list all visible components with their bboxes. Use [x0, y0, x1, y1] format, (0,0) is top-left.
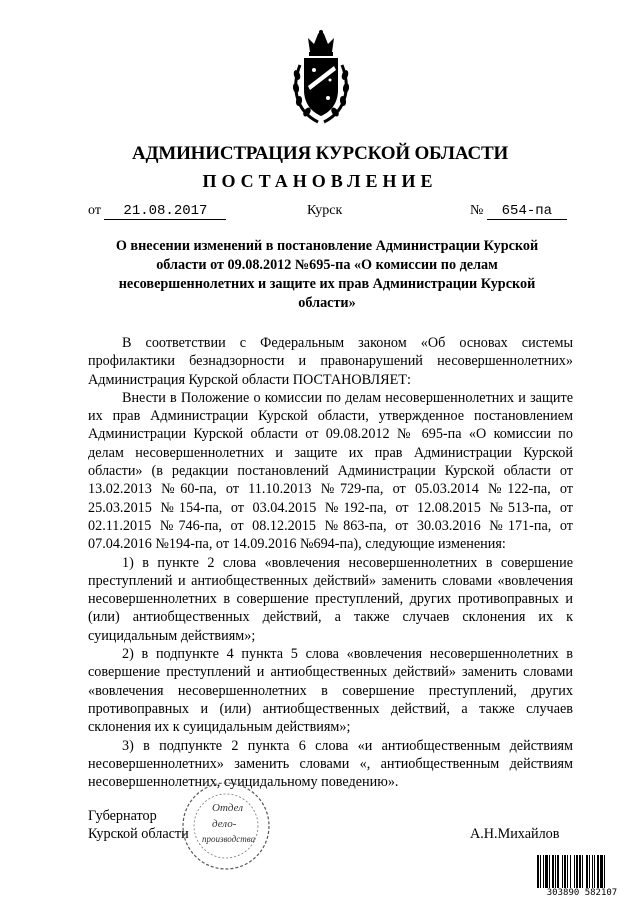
body-paragraph: 2) в подпункте 4 пункта 5 слова «вовлечения несовершеннолетних в совершение преступлений и антиобщественных действий» заменить словами «вовлечения несовершеннолетних в совершение преступлений, других противоправных и (или) антиобщественных действий, а также случаев склонения их к суицидальным действиям»;	[88, 646, 573, 736]
document-body	[88, 334, 573, 791]
body-paragraph: 3) в подпункте 2 пункта 6 слова «и антиобщественным действиям несовершеннолетних» заменить словами «, антиобщественным действиям несовершеннолетних, суицидальному поведению».	[88, 737, 573, 791]
date-prefix: от	[88, 203, 101, 218]
subject-line: несовершеннолетних и защите их прав Администрации Курской	[118, 276, 536, 292]
barcode	[536, 855, 628, 900]
document-type: ПОСТАНОВЛЕНИЕ	[202, 171, 438, 191]
office-stamp	[180, 780, 272, 872]
signatory-name: А.Н.Михайлов	[470, 826, 560, 842]
subject-line: области от 09.08.2012 №695-па «О комиссии по делам	[156, 257, 498, 273]
barcode-bars-icon	[536, 855, 628, 889]
subject-line: области»	[298, 295, 356, 311]
subject-line: О внесении изменений в постановление Администрации Курской	[115, 238, 539, 254]
organization-title: АДМИНИСТРАЦИЯ КУРСКОЙ ОБЛАСТИ	[131, 143, 509, 164]
barcode-number: 303890 582107	[536, 888, 628, 899]
body-paragraph: В соответствии с Федеральным законом «Об основах системы профилактики безнадзорности и правонарушений несовершеннолетних» Администрация Курской области ПОСТАНОВЛЯЕТ:	[88, 335, 573, 388]
signatory-title	[88, 807, 189, 844]
document-number	[470, 203, 567, 220]
signatory-title-line: Курской области	[88, 826, 189, 843]
number-prefix: №	[470, 203, 484, 218]
stamp-line: дело-	[212, 818, 237, 830]
coat-of-arms-emblem	[290, 30, 352, 125]
document-subject	[92, 237, 562, 313]
signatory-title-line: Губернатор	[88, 808, 157, 824]
stamp-line: производства	[202, 834, 256, 844]
date-value: 21.08.2017	[104, 204, 226, 220]
number-value: 654-па	[487, 204, 567, 220]
body-paragraph: 1) в пункте 2 слова «вовлечения несовершеннолетних в совершение преступлений и антиобщественных действий» заменить словами «вовлечения несовершеннолетних в совершение преступлений, других противоправных и (или) антиобщественных действий, а также случаев склонения их к суицидальным действиям»;	[88, 554, 573, 644]
document-city: Курск	[307, 203, 343, 218]
document-date	[88, 203, 226, 220]
stamp-line: Отдел	[212, 802, 243, 814]
body-paragraph: Внести в Положение о комиссии по делам несовершеннолетних и защите их прав Администрации Курской области, утвержденное постановлением Администрации Курской области от 09.08.2012 № 695-па «О комиссии по делам несовершеннолетних и защите их прав Администрации Курской области» (в редакции постановлений Администрации Курской области от 13.02.2013 №60-па, от 11.10.2013 №729-па, от 05.03.2014 №122-па, от 25.03.2015 №154-па, от 03.04.2015 №192-па, от 12.08.2015 №513-па, от 02.11.2015 №746-па, от 08.12.2015 №863-па, от 30.03.2016 №171-па, от 07.04.2016 №194-па, от 14.09.2016 №694-па), следующие изменения:	[88, 389, 573, 553]
